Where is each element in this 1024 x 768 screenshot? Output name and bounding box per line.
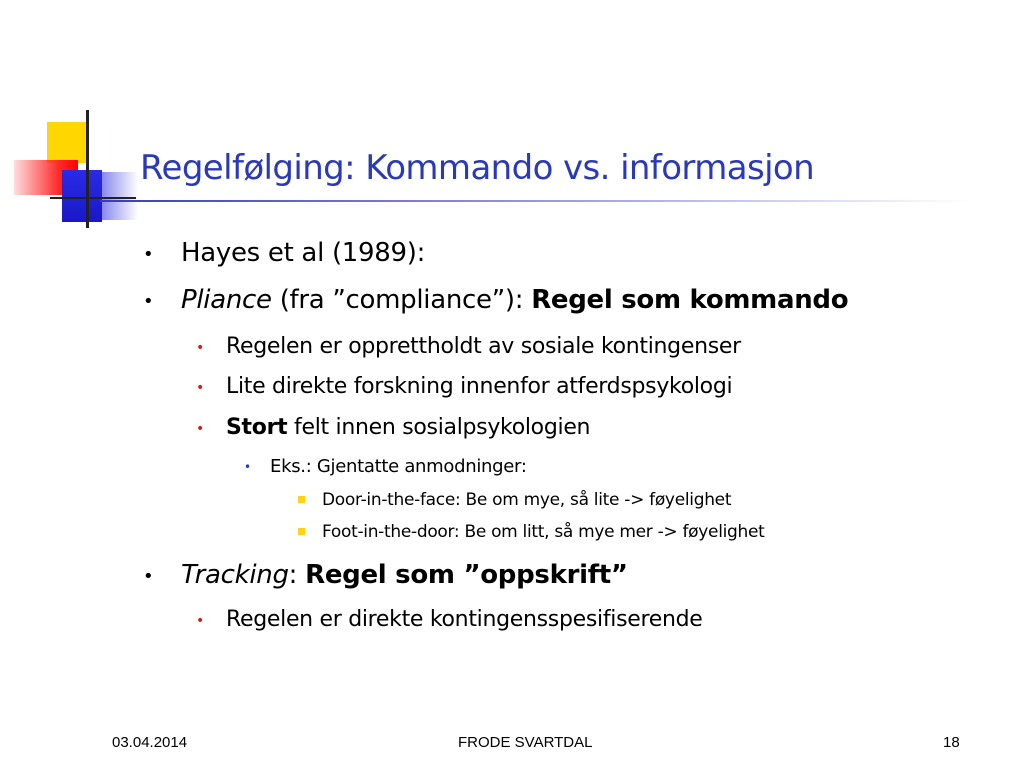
emphasis-text: Regel som kommando [531,285,849,315]
bullet-pliance [143,285,849,315]
emphasis-text: Stort [226,415,288,440]
bullet-text: Hayes et al (1989): [181,238,426,268]
sub-bullet-research [196,374,733,399]
bullet-text: Door-in-the-face: Be om mye, så lite -> føyelighet [322,490,732,510]
bullet-marker-icon: • [196,421,204,437]
slide-title: Regelfølging: Kommando vs. informasjon [140,148,815,188]
title-divider [100,200,970,202]
square-bullet-icon [298,528,305,535]
bullet-marker-icon: • [244,460,251,474]
logo-blue-square [62,170,102,222]
logo-blue-fade [102,172,138,220]
bullet-marker-icon: • [196,613,204,629]
slide-logo [0,0,140,240]
sub-bullet-field [196,415,591,440]
bullet-marker-icon: • [196,340,204,356]
footer-page-number: 18 [943,734,960,751]
logo-yellow-square [47,122,87,163]
footer-author: FRODE SVARTDAL [458,734,593,751]
level4-bullet-foot-in-the-door [322,522,765,542]
bullet-marker-icon: • [196,380,204,396]
level4-bullet-door-in-the-face [322,490,731,510]
bullet-marker-icon: • [143,291,154,312]
logo-vertical-line [86,110,89,228]
logo-horizontal-line [50,197,136,199]
bullet-text: Foot-in-the-door: Be om litt, så mye mer -> føyelighet [322,522,765,542]
bullet-text: Eks.: Gjentatte anmodninger: [270,456,527,477]
sub-sub-bullet-example [244,456,527,477]
term-pliance: Pliance [181,285,272,315]
bullet-hayes [143,238,426,268]
bullet-text: felt innen sosialpsykologien [287,415,591,440]
bullet-marker-icon: • [143,244,154,265]
bullet-tracking [143,560,628,590]
bullet-text: Regelen er opprettholdt av sosiale kontingenser [226,334,741,359]
bullet-text: : [288,560,306,590]
sub-bullet-contingency [196,607,703,632]
bullet-text: Lite direkte forskning innenfor atferdspsykologi [226,374,733,399]
term-tracking: Tracking [181,560,289,590]
bullet-marker-icon: • [143,566,154,587]
emphasis-text: Regel som ”oppskrift” [305,560,628,590]
square-bullet-icon [298,496,305,503]
sub-bullet-social [196,334,741,359]
footer-date: 03.04.2014 [112,734,188,751]
bullet-text: Regelen er direkte kontingensspesifiserende [226,607,703,632]
bullet-text: (fra ”compliance”): [271,285,532,315]
